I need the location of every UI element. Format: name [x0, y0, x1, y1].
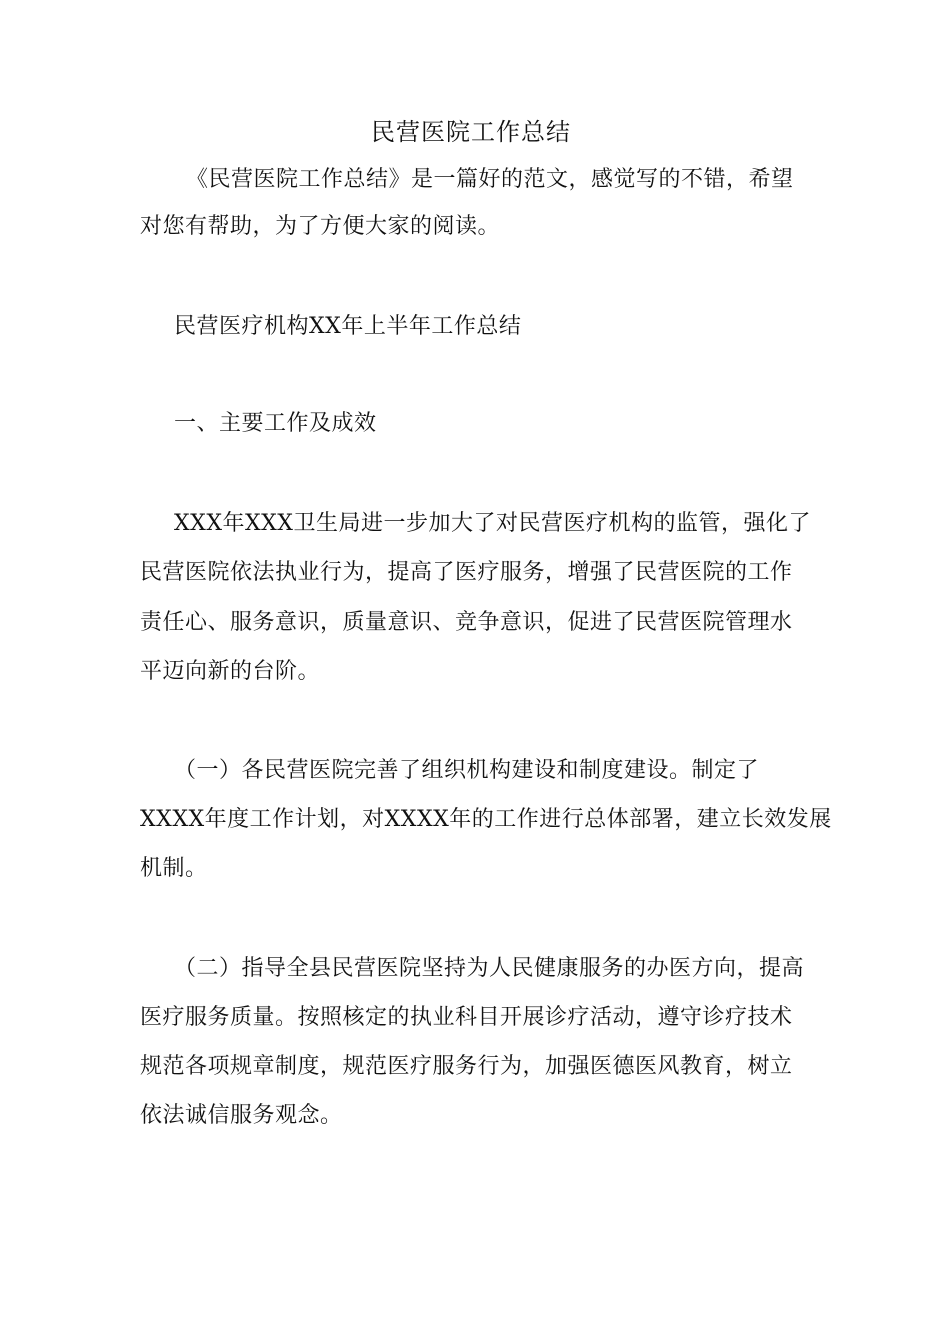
para3-line-2: 医疗服务质量。按照核定的执业科目开展诊疗活动，遵守诊疗技术 [140, 1005, 793, 1030]
para1-line-4: 平迈向新的台阶。 [140, 659, 321, 684]
para2-line-3: 机制。 [140, 856, 208, 881]
para2-line-2: XXXX年度工作计划，对XXXX年的工作进行总体部署，建立长效发展 [140, 807, 832, 832]
para3-line-4: 依法诚信服务观念。 [140, 1103, 343, 1128]
document-title: 民营医院工作总结 [371, 118, 571, 146]
para3-line-3: 规范各项规章制度，规范医疗服务行为，加强医德医风教育，树立 [140, 1054, 793, 1079]
para3-line-1: （二）指导全县民营医院坚持为人民健康服务的办医方向，提高 [174, 956, 805, 981]
subtitle: 民营医疗机构XX年上半年工作总结 [174, 314, 522, 339]
section-heading: 一、主要工作及成效 [174, 411, 377, 436]
para1-line-2: 民营医院依法执业行为，提高了医疗服务，增强了民营医院的工作 [140, 560, 793, 585]
para1-line-1: XXX年XXX卫生局进一步加大了对民营医疗机构的监管，强化了 [174, 511, 811, 536]
para1-line-3: 责任心、服务意识，质量意识、竞争意识，促进了民营医院管理水 [140, 610, 793, 635]
intro-line-2: 对您有帮助，为了方便大家的阅读。 [140, 214, 501, 239]
intro-line-1: 《民营医院工作总结》是一篇好的范文，感觉写的不错，希望 [186, 167, 794, 192]
para2-line-1: （一）各民营医院完善了组织机构建设和制度建设。制定了 [174, 758, 760, 783]
